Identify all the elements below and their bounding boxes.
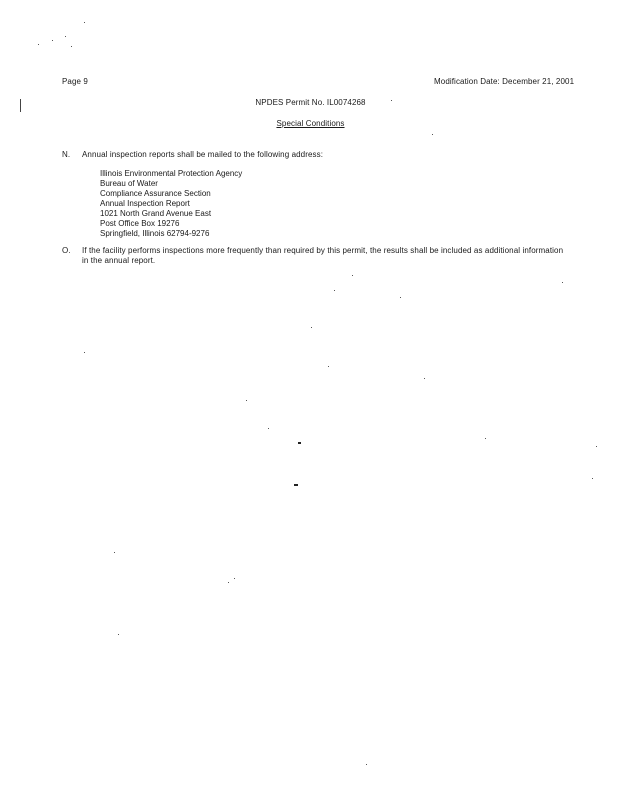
scan-speck [71,46,72,47]
scan-speck [334,290,335,291]
address-line: Springfield, Illinois 62794-9276 [100,229,210,238]
scan-speck [592,478,593,479]
modification-date: Modification Date: December 21, 2001 [434,77,575,86]
scan-speck [328,366,329,367]
scan-speck [114,552,115,553]
item-o-marker: O. [62,246,71,255]
scan-speck [118,634,119,635]
scan-speck [424,378,425,379]
scan-speck [84,352,85,353]
address-line: Annual Inspection Report [100,199,190,208]
address-line: Bureau of Water [100,179,158,188]
scan-speck [84,22,85,23]
item-n-text: Annual inspection reports shall be mailed to the following address: [82,150,324,159]
section-title: Special Conditions [276,119,345,128]
scan-speck [562,282,563,283]
scan-speck [246,400,247,401]
scan-speck [366,764,367,765]
permit-number: NPDES Permit No. IL0074268 [255,98,366,107]
scan-speck [52,40,53,41]
scan-speck [228,582,229,583]
scan-speck [311,327,312,328]
scan-speck [352,275,353,276]
scan-speck [234,578,235,579]
scan-speck [268,428,269,429]
page-number: Page 9 [62,77,88,86]
scan-speck [38,44,39,45]
address-line: Post Office Box 19276 [100,219,180,228]
scan-speck [432,134,433,135]
scan-speck [400,297,401,298]
address-line: Illinois Environmental Protection Agency [100,169,243,178]
scan-speck [65,36,66,37]
scan-speck [596,446,597,447]
scan-speck [391,100,392,101]
address-line: 1021 North Grand Avenue East [100,209,212,218]
item-o-text-line2: in the annual report. [82,256,156,265]
scan-speck [298,442,301,444]
item-o-text-line1: If the facility performs inspections more frequently than required by this permit, the results shall be included as additional information [82,246,564,255]
scan-speck [294,484,298,486]
scan-speck [485,438,486,439]
address-line: Compliance Assurance Section [100,189,211,198]
mailing-address [100,169,242,239]
item-n-marker: N. [62,150,71,159]
